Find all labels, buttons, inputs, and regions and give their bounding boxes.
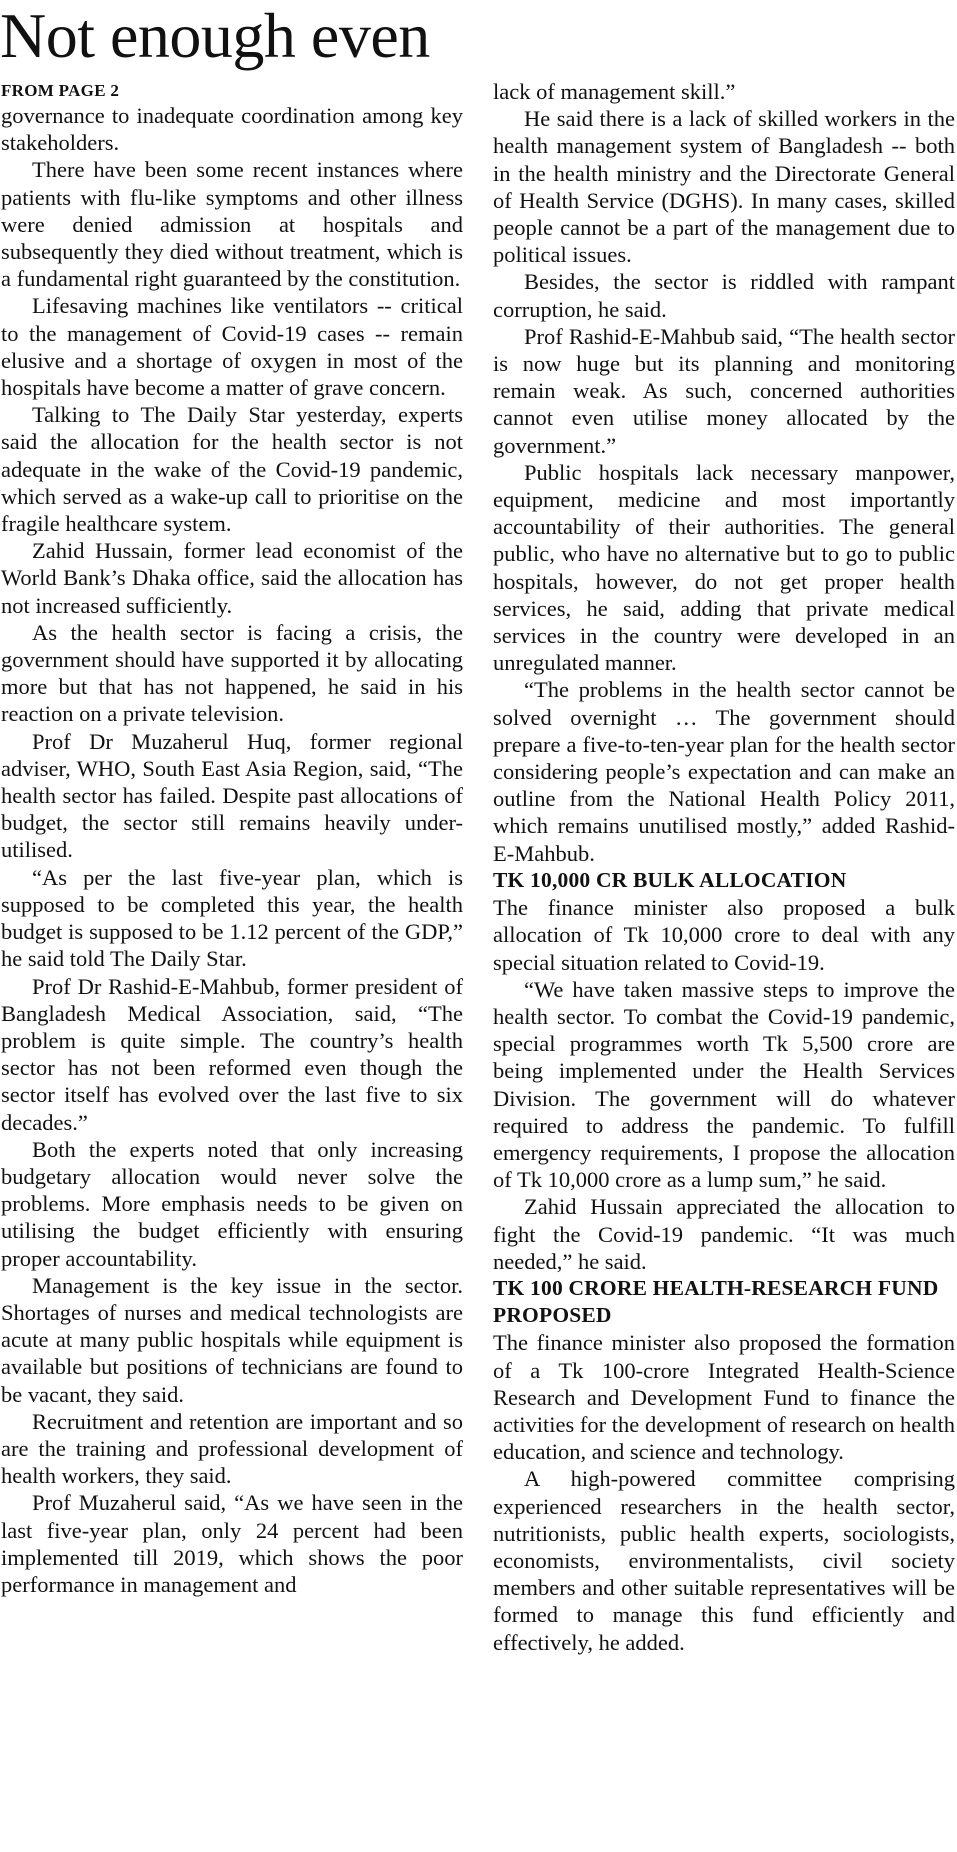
paragraph: The finance minister also proposed a bulk allocation of Tk 10,000 crore to deal with any special situation related to Covid-19. bbox=[493, 895, 955, 975]
article-column-right bbox=[493, 78, 955, 1656]
paragraph: He said there is a lack of skilled workers in the health management system of Bangladesh -- both in the health ministry and the Directorate General of Health Service (DGHS). In many cases, skilled people cannot be a part of the management due to political issues. bbox=[493, 106, 955, 268]
paragraph: Management is the key issue in the sector. Shortages of nurses and medical technologists are acute at many public hospitals while equipment is available but positions of technicians are found to be vacant, they said. bbox=[1, 1272, 463, 1407]
paragraph: The finance minister also proposed the formation of a Tk 100-crore Integrated Health-Science Research and Development Fund to finance the activities for the development of research on health education, and science and technology. bbox=[493, 1330, 955, 1465]
paragraph: governance to inadequate coordination among key stakeholders. bbox=[1, 103, 463, 156]
paragraph: Zahid Hussain, former lead economist of the World Bank’s Dhaka office, said the allocation has not increased sufficiently. bbox=[1, 538, 463, 618]
article-column-left bbox=[1, 80, 463, 1598]
paragraph: “The problems in the health sector cannot be solved overnight … The government should prepare a five-to-ten-year plan for the health sector considering people’s expectation and can make an outline from the National Health Policy 2011, which remains unutilised mostly,” added Rashid-E-Mahbub. bbox=[493, 677, 955, 866]
paragraph: Prof Dr Muzaherul Huq, former regional adviser, WHO, South East Asia Region, said, “The health sector has failed. Despite past allocations of budget, the sector still remains heavily under-utilised. bbox=[1, 728, 463, 863]
paragraph: Talking to The Daily Star yesterday, experts said the allocation for the health sector is not adequate in the wake of the Covid-19 pandemic, which served as a wake-up call to prioritise on the fragile healthcare system. bbox=[1, 402, 463, 537]
paragraph: “As per the last five-year plan, which is supposed to be completed this year, the health budget is supposed to be 1.12 percent of the GDP,” he said told The Daily Star. bbox=[1, 864, 463, 972]
paragraph: “We have taken massive steps to improve the health sector. To combat the Covid-19 pandemic, special programmes worth Tk 5,500 crore are being implemented under the Health Services Division. The government will do whatever required to address the pandemic. To fulfill emergency requirements, I propose the allocation of Tk 10,000 crore as a lump sum,” he said. bbox=[493, 976, 955, 1193]
continuation-kicker: FROM PAGE 2 bbox=[1, 81, 120, 100]
headline: Not enough even bbox=[0, 0, 430, 71]
paragraph: lack of management skill.” bbox=[493, 79, 736, 104]
paragraph: Prof Rashid-E-Mahbub said, “The health sector is now huge but its planning and monitoring remain weak. As such, concerned authorities cannot even utilise money allocated by the government.” bbox=[493, 323, 955, 458]
paragraph: Public hospitals lack necessary manpower, equipment, medicine and most importantly accountability of their authorities. The general public, who have no alternative but to go to public hospitals, however, do not get proper health services, he said, adding that private medical services in the country were developed in an unregulated manner. bbox=[493, 459, 955, 676]
paragraph: Besides, the sector is riddled with rampant corruption, he said. bbox=[493, 269, 955, 322]
subhead-bulk-allocation: TK 10,000 CR BULK ALLOCATION bbox=[493, 867, 847, 892]
paragraph: There have been some recent instances where patients with flu-like symptoms and other illness were denied admission at hospitals and subsequently they died without treatment, which is a fundamental right guaranteed by the constitution. bbox=[1, 157, 463, 292]
paragraph: Zahid Hussain appreciated the allocation to fight the Covid-19 pandemic. “It was much needed,” he said. bbox=[493, 1194, 955, 1274]
paragraph: A high-powered committee comprising experienced researchers in the health sector, nutritionists, public health experts, sociologists, economists, environmentalists, civil society members and other suitable representatives will be formed to manage this fund efficiently and effectively, he added. bbox=[493, 1466, 955, 1655]
paragraph: Both the experts noted that only increasing budgetary allocation would never solve the problems. More emphasis needs to be given on utilising the budget efficiently with ensuring proper accountability. bbox=[1, 1136, 463, 1271]
subhead-research-fund: TK 100 CRORE HEALTH-RESEARCH FUND PROPOSED bbox=[493, 1275, 939, 1328]
paragraph: Prof Dr Rashid-E-Mahbub, former president of Bangladesh Medical Association, said, “The problem is quite simple. The country’s health sector has not been reformed even though the sector itself has evolved over the last five to six decades.” bbox=[1, 973, 463, 1135]
paragraph: Recruitment and retention are important and so are the training and professional development of health workers, they said. bbox=[1, 1408, 463, 1489]
paragraph: As the health sector is facing a crisis, the government should have supported it by allocating more but that has not happened, he said in his reaction on a private television. bbox=[1, 619, 463, 727]
paragraph: Lifesaving machines like ventilators -- critical to the management of Covid-19 cases -- remain elusive and a shortage of oxygen in most of the hospitals have become a matter of grave concern. bbox=[1, 293, 463, 401]
paragraph: Prof Muzaherul said, “As we have seen in the last five-year plan, only 24 percent had been implemented till 2019, which shows the poor performance in management and bbox=[1, 1490, 463, 1597]
